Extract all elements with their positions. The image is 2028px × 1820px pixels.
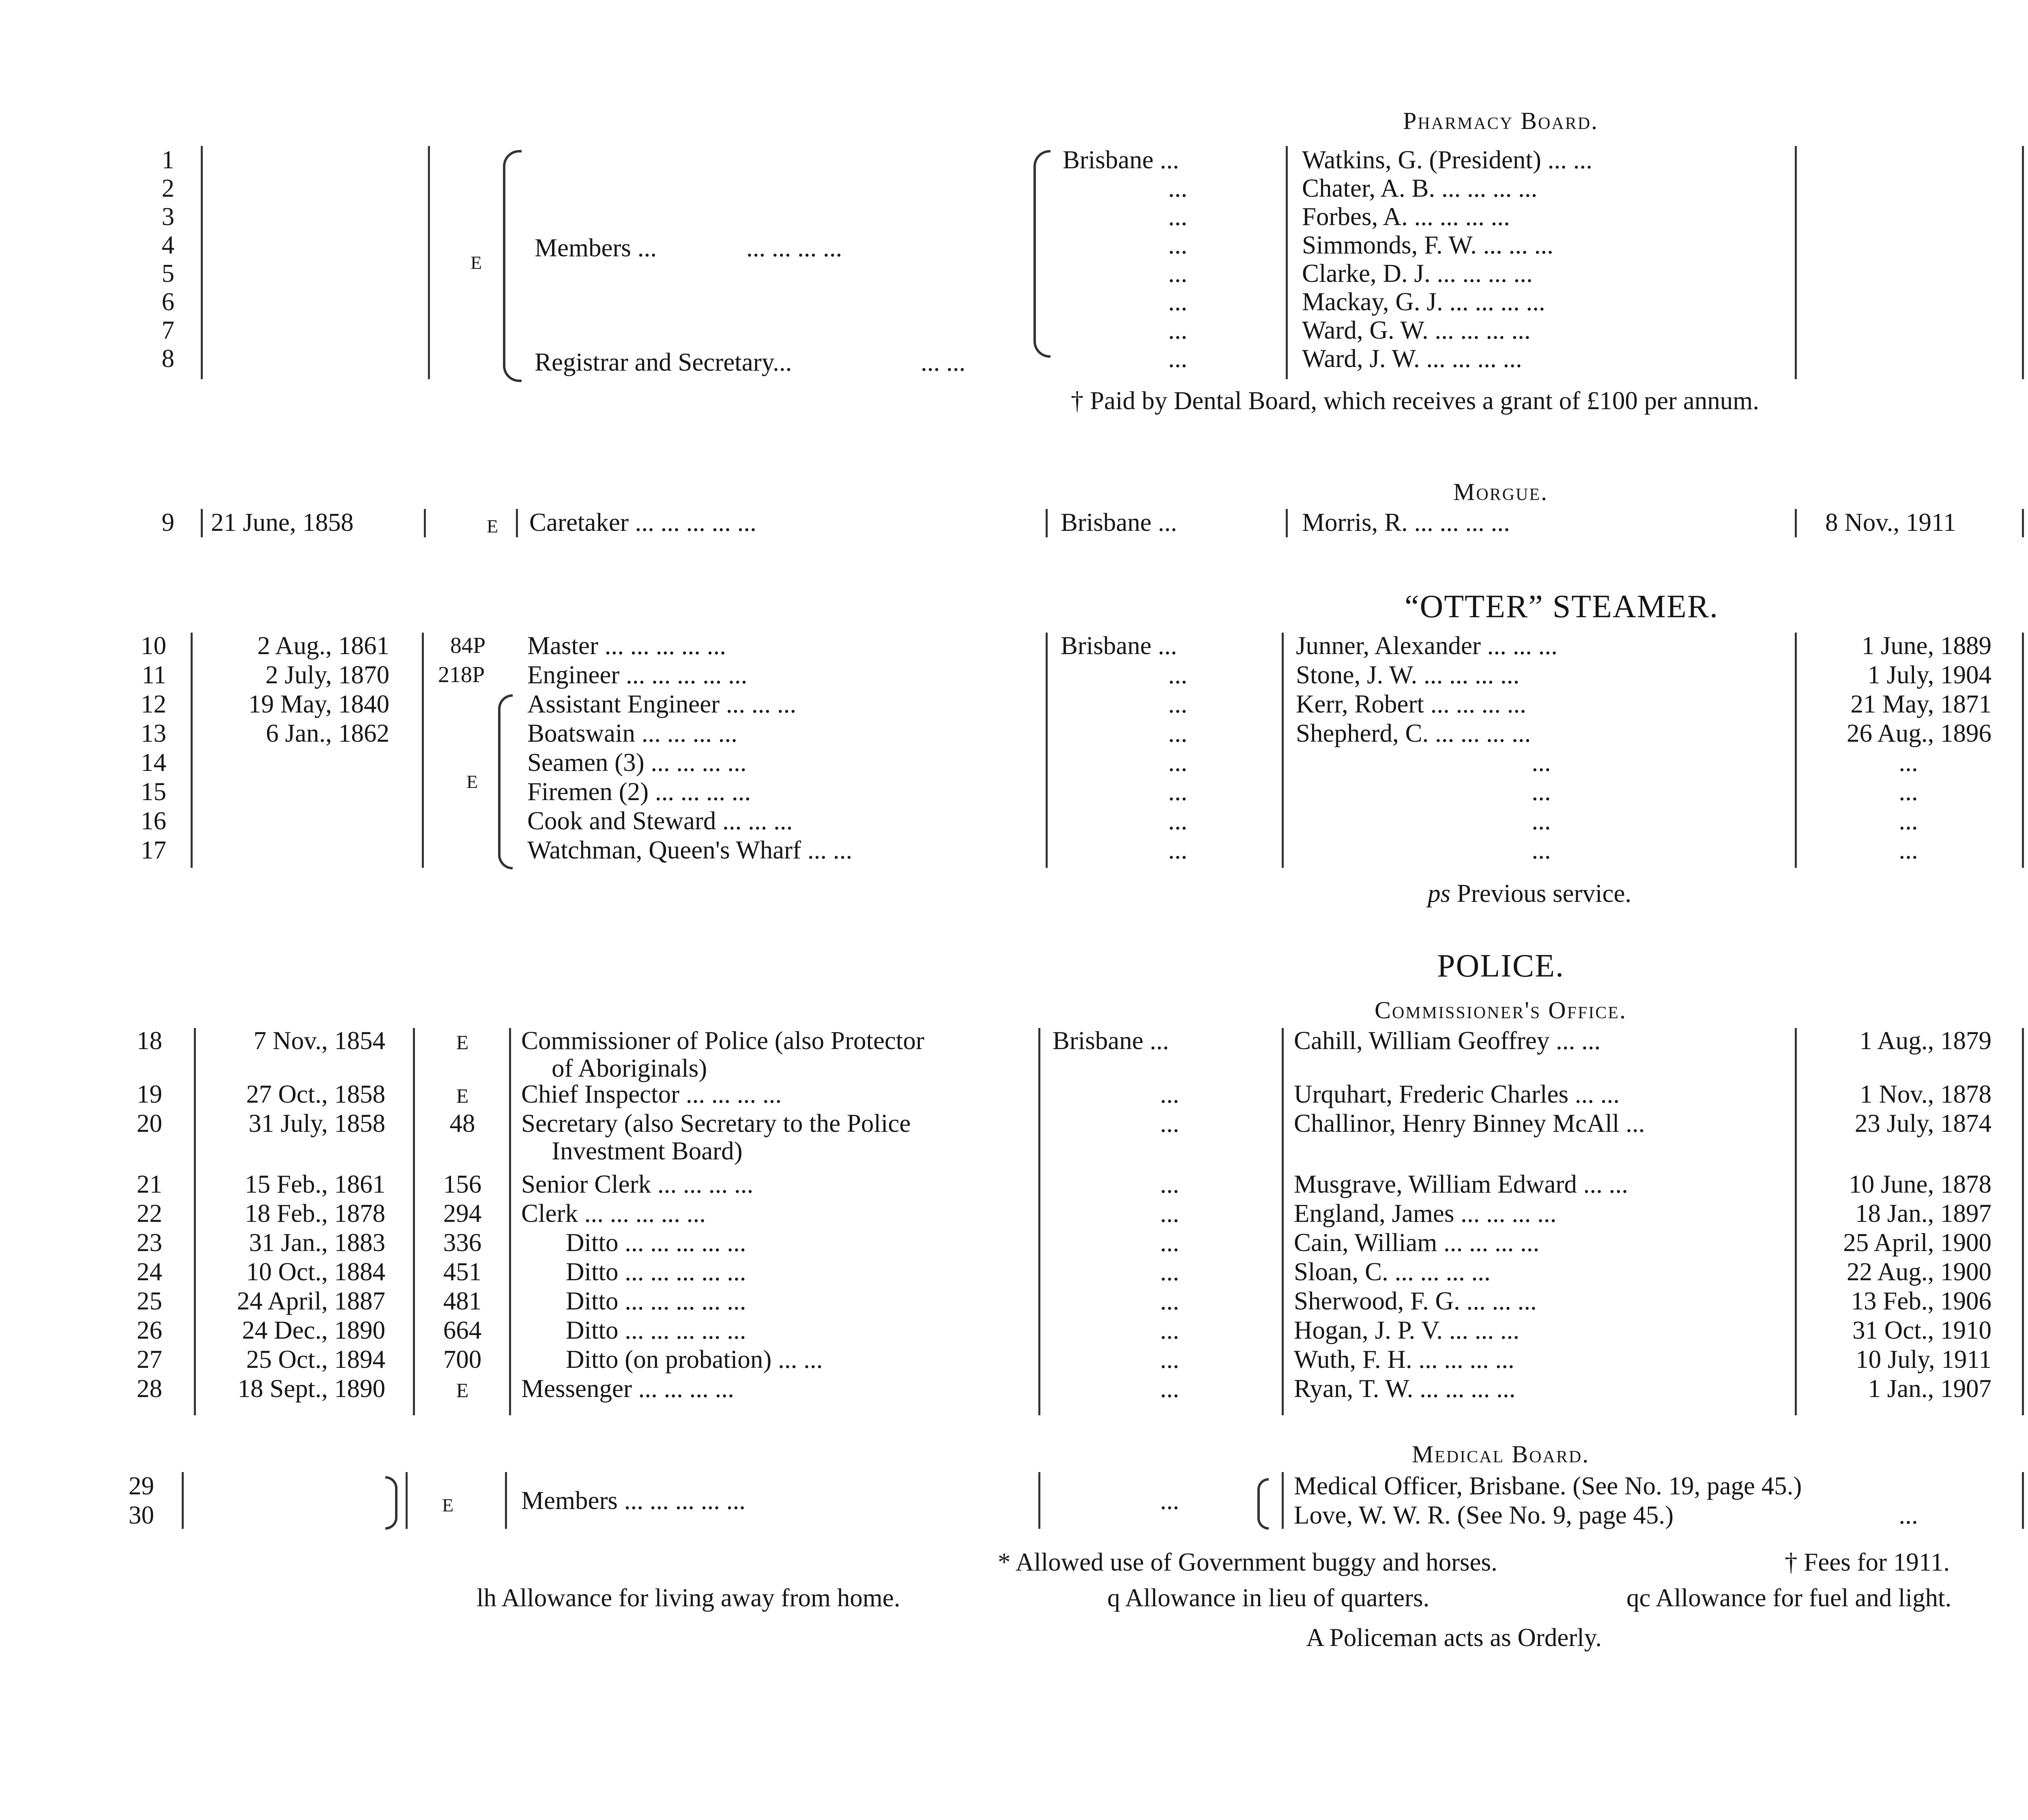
station: ...: [1160, 1080, 1179, 1108]
pharmacy-note: † Paid by Dental Board, which receives a grant of £100 per annum.: [1071, 386, 1759, 415]
office: Cook and Steward ... ... ...: [527, 807, 793, 835]
class-code: E: [487, 516, 498, 537]
office: Commissioner of Police (also Protector: [521, 1026, 924, 1055]
office: Clerk ... ... ... ... ...: [521, 1199, 706, 1228]
col-rule: [194, 1028, 196, 1415]
row-number: 27: [137, 1345, 162, 1374]
station: ...: [1168, 690, 1188, 718]
officer-name: Cahill, William Geoffrey ... ...: [1294, 1026, 1601, 1055]
row-number: 6: [161, 288, 174, 316]
record-code: 481: [443, 1287, 482, 1315]
officer-name: Stone, J. W. ... ... ... ...: [1296, 661, 1520, 689]
officer-name: Chater, A. B. ... ... ... ...: [1302, 174, 1538, 202]
first-appointment: ...: [1899, 836, 1918, 864]
station: ...: [1168, 231, 1188, 259]
station: ...: [1168, 661, 1188, 689]
station: ...: [1160, 1345, 1179, 1374]
first-appointment: 21 May, 1871: [1850, 690, 1991, 718]
officer-name: Shepherd, C. ... ... ... ...: [1296, 719, 1531, 747]
registrar-label: Registrar and Secretary...: [535, 348, 792, 376]
office: Watchman, Queen's Wharf ... ...: [527, 836, 853, 864]
station: ...: [1160, 1258, 1179, 1286]
station: ...: [1168, 719, 1188, 747]
officer-name: Challinor, Henry Binney McAll ...: [1294, 1109, 1645, 1138]
col-rule: [509, 1028, 511, 1415]
officer-name: Cain, William ... ... ... ...: [1294, 1228, 1540, 1257]
row-number: 7: [161, 316, 174, 344]
row-number: 21: [137, 1170, 162, 1198]
row-number: 15: [141, 777, 166, 806]
morgue-heading: Morgue.: [1453, 479, 1548, 505]
medical-heading: Medical Board.: [1411, 1441, 1590, 1468]
col-rule: [201, 146, 203, 379]
appointment-date: [2024, 1199, 2028, 1228]
officer-name: Simmonds, F. W. ... ... ...: [1302, 231, 1553, 259]
station: ...: [1168, 316, 1188, 344]
office: Ditto ... ... ... ... ...: [566, 1258, 746, 1286]
col-rule: [1282, 633, 1284, 868]
officer-name: Clarke, D. J. ... ... ... ...: [1302, 259, 1533, 288]
registrar-dots: ... ...: [921, 348, 966, 376]
note-code: ps: [1428, 879, 1451, 908]
members-label: Members ...: [535, 234, 657, 262]
first-appointment: 8 Nov., 1911: [1825, 508, 1956, 537]
appointment-date: [2024, 835, 2028, 865]
birth-date: 18 Feb., 1878: [245, 1199, 385, 1228]
station: ...: [1168, 836, 1188, 864]
first-appointment: 13 Feb., 1906: [1851, 1287, 1991, 1315]
row-number: 28: [137, 1374, 162, 1403]
officer-name: Morris, R. ... ... ... ...: [1302, 508, 1510, 537]
first-appointment: 31 Oct., 1910: [1852, 1316, 1991, 1344]
first-appointment: 1 Aug., 1879: [1859, 1026, 1991, 1055]
officer-name: Sloan, C. ... ... ... ...: [1294, 1258, 1491, 1286]
row-number: 3: [161, 202, 174, 231]
birth-date: 25 Oct., 1894: [246, 1345, 385, 1374]
row-number: 24: [137, 1258, 162, 1286]
col-rule: [2022, 509, 2024, 537]
office: Ditto ... ... ... ... ...: [566, 1316, 746, 1344]
row-number: 26: [137, 1316, 162, 1344]
office: Secretary (also Secretary to the Police: [521, 1109, 911, 1138]
station: ...: [1168, 259, 1188, 288]
pharmacy-heading: Pharmacy Board.: [1403, 107, 1599, 134]
row-number: 18: [137, 1026, 162, 1055]
members-dots: ... ... ... ...: [746, 234, 842, 262]
record-code: 451: [443, 1258, 482, 1286]
office: Ditto (on probation) ... ...: [566, 1345, 823, 1374]
office: Engineer ... ... ... ... ...: [527, 661, 748, 689]
otter-heading: “OTTER” STEAMER.: [1404, 589, 1719, 625]
footnote-q: q Allowance in lieu of quarters.: [1107, 1584, 1430, 1612]
birth-date: 24 April, 1887: [237, 1287, 385, 1315]
medical-name-brace: [1257, 1478, 1269, 1530]
appointment-date: [2024, 1316, 2028, 1345]
officer-name: ...: [1532, 807, 1551, 835]
record-code: 664: [443, 1316, 482, 1344]
station: ...: [1168, 748, 1188, 777]
col-rule: [201, 509, 203, 537]
appointment-date: [2024, 631, 2028, 660]
record-code: 700: [443, 1345, 482, 1374]
row-number: 19: [137, 1080, 162, 1108]
appointment-date: [2024, 1374, 2028, 1403]
first-appointment: 1 June, 1889: [1861, 631, 1991, 660]
col-rule: [413, 1028, 415, 1415]
officer-name: ...: [1532, 836, 1551, 864]
row-number: 12: [141, 690, 166, 718]
col-rule: [1795, 146, 1797, 379]
station: Brisbane ...: [1061, 508, 1177, 537]
station: ...: [1168, 174, 1188, 202]
office-continued: of Aboriginals): [552, 1054, 707, 1082]
first-appointment: 10 June, 1878: [1849, 1170, 1991, 1198]
appointment-date: [2024, 1345, 2028, 1374]
row-number: 17: [141, 836, 166, 864]
birth-date: 31 July, 1858: [248, 1109, 385, 1138]
record-code: E: [456, 1379, 469, 1401]
birth-date: 31 Jan., 1883: [249, 1228, 385, 1257]
col-rule: [406, 1472, 408, 1529]
office: Seamen (3) ... ... ... ...: [527, 748, 747, 777]
station: ...: [1160, 1228, 1179, 1257]
record-code: 218P: [438, 662, 485, 687]
appointment-date: [2024, 1026, 2028, 1055]
col-rule: [428, 146, 430, 379]
row-number: 13: [141, 719, 166, 747]
birth-date: 27 Oct., 1858: [246, 1080, 385, 1108]
station: ...: [1160, 1316, 1179, 1344]
row-number: 2: [161, 174, 174, 202]
appointment-date: [2024, 806, 2028, 835]
officer-name: Medical Officer, Brisbane. (See No. 19, page 45.): [1294, 1472, 1802, 1500]
appointment-date: [2024, 1080, 2028, 1109]
office: Chief Inspector ... ... ... ...: [521, 1080, 782, 1108]
row-number: 29: [129, 1472, 154, 1500]
officer-name: Ward, J. W. ... ... ... ...: [1302, 344, 1522, 373]
office-continued: Investment Board): [552, 1137, 743, 1165]
police-heading: POLICE.: [1437, 948, 1564, 984]
officer-name: Mackay, G. J. ... ... ... ...: [1302, 288, 1545, 316]
appointment-date: [2024, 689, 2028, 719]
officer-name: Urquhart, Frederic Charles ... ...: [1294, 1080, 1620, 1108]
row-number: 4: [161, 231, 174, 259]
birth-date: 10 Oct., 1884: [246, 1258, 385, 1286]
record-code: 336: [443, 1228, 482, 1257]
col-rule: [1282, 1028, 1284, 1415]
station: ...: [1160, 1199, 1179, 1228]
footnote-qc: qc Allowance for fuel and light.: [1626, 1584, 1952, 1612]
first-appointment: 1 Jan., 1907: [1868, 1374, 1991, 1403]
station: ...: [1168, 344, 1188, 373]
col-rule: [191, 633, 193, 868]
record-code: E: [456, 1031, 469, 1054]
appointment-date: [2024, 1257, 2028, 1286]
officer-name: Musgrave, William Edward ... ...: [1294, 1170, 1628, 1198]
col-rule: [422, 633, 424, 868]
station: ...: [1168, 202, 1188, 231]
first-appointment: ...: [1899, 1501, 1918, 1529]
office: Caretaker ... ... ... ... ...: [529, 508, 756, 537]
col-rule: [1286, 509, 1288, 537]
birth-date: 15 Feb., 1861: [245, 1170, 385, 1198]
officer-name: Wuth, F. H. ... ... ... ...: [1294, 1345, 1515, 1374]
station: ...: [1168, 777, 1188, 806]
station: ...: [1160, 1486, 1179, 1515]
first-appointment: ...: [1899, 777, 1918, 806]
crew-brace: [498, 694, 513, 869]
first-appointment: 22 Aug., 1900: [1846, 1258, 1991, 1286]
row-number: 14: [141, 748, 166, 777]
col-rule: [1795, 509, 1797, 537]
col-rule: [516, 509, 518, 537]
officer-name: England, James ... ... ... ...: [1294, 1199, 1557, 1228]
first-appointment: 10 July, 1911: [1856, 1345, 1991, 1374]
row-number: 10: [141, 631, 166, 660]
officer-name: ...: [1532, 777, 1551, 806]
station: Brisbane ...: [1053, 1026, 1169, 1055]
row-number: 16: [141, 807, 166, 835]
first-appointment: ...: [1899, 748, 1918, 777]
record-code: 84P: [450, 633, 486, 658]
row-number: 25: [137, 1287, 162, 1315]
class-code: E: [470, 252, 482, 273]
station: ...: [1160, 1374, 1179, 1403]
station: ...: [1160, 1287, 1179, 1315]
birth-date: 7 Nov., 1854: [254, 1026, 385, 1055]
col-rule: [1282, 1472, 1284, 1529]
first-appointment: 26 Aug., 1896: [1846, 719, 1991, 747]
members-brace: [503, 150, 522, 382]
members-label: Members ... ... ... ... ...: [521, 1486, 745, 1515]
row-number: 30: [129, 1501, 154, 1529]
officer-name: Forbes, A. ... ... ... ...: [1302, 202, 1510, 231]
office: Ditto ... ... ... ... ...: [566, 1228, 746, 1257]
row-number: 8: [161, 344, 174, 373]
officer-name: ...: [1532, 748, 1551, 777]
row-number: 5: [161, 259, 174, 288]
footnote-buggy: * Allowed use of Government buggy and horses.: [998, 1548, 1497, 1576]
office: Messenger ... ... ... ...: [521, 1374, 734, 1403]
record-code: 48: [449, 1109, 475, 1138]
birth-date: 21 June, 1858: [211, 508, 354, 537]
class-code: E: [466, 771, 478, 792]
birth-date: 24 Dec., 1890: [242, 1316, 385, 1344]
first-appointment: 1 Nov., 1878: [1860, 1080, 1991, 1108]
col-rule: [505, 1472, 507, 1529]
appointment-date: [2024, 1286, 2028, 1316]
row-number: 20: [137, 1109, 162, 1138]
first-appointment: 25 April, 1900: [1843, 1228, 1991, 1257]
col-rule: [182, 1472, 184, 1529]
first-appointment: 1 July, 1904: [1867, 661, 1991, 689]
station: ...: [1160, 1170, 1179, 1198]
officer-name: Junner, Alexander ... ... ...: [1296, 631, 1558, 660]
office: Master ... ... ... ... ...: [527, 631, 726, 660]
class-code: E: [442, 1495, 454, 1515]
station: Brisbane ...: [1063, 146, 1179, 174]
station: ...: [1168, 288, 1188, 316]
appointment-date: [2024, 1170, 2028, 1199]
col-rule: [2022, 146, 2024, 379]
officer-name: Kerr, Robert ... ... ... ...: [1296, 690, 1526, 718]
birth-date: 19 May, 1840: [248, 690, 389, 718]
police-subheading: Commissioner's Office.: [1375, 997, 1627, 1024]
first-appointment: 18 Jan., 1897: [1855, 1199, 1991, 1228]
first-appointment: ...: [1899, 807, 1918, 835]
station: Brisbane ...: [1061, 631, 1177, 660]
appointment-date: [2024, 1109, 2028, 1138]
record-code: 294: [443, 1199, 482, 1228]
row-number: 23: [137, 1228, 162, 1257]
row-number: 9: [161, 508, 174, 537]
otter-note: [1428, 879, 1631, 908]
office: Ditto ... ... ... ... ...: [566, 1287, 746, 1315]
row-number: 11: [142, 661, 166, 689]
office: Firemen (2) ... ... ... ...: [527, 777, 751, 806]
officer-name: Ryan, T. W. ... ... ... ...: [1294, 1374, 1516, 1403]
office: Senior Clerk ... ... ... ...: [521, 1170, 754, 1198]
station: ...: [1160, 1109, 1179, 1138]
row-number: 1: [161, 146, 174, 174]
row-number: 22: [137, 1199, 162, 1228]
col-rule: [1046, 509, 1048, 537]
officer-name: Hogan, J. P. V. ... ... ...: [1294, 1316, 1520, 1344]
birth-date: 6 Jan., 1862: [266, 719, 389, 747]
footnote-a: A Policeman acts as Orderly.: [1306, 1623, 1602, 1652]
station: ...: [1168, 807, 1188, 835]
col-rule: [1038, 1028, 1040, 1415]
appointment-date: [2024, 1500, 2028, 1530]
appointment-date: [2024, 1228, 2028, 1257]
office: Assistant Engineer ... ... ...: [527, 690, 797, 718]
appointment-date: [2024, 748, 2028, 777]
record-code: 156: [443, 1170, 482, 1198]
footnote-lh: lh Allowance for living away from home.: [477, 1584, 900, 1612]
station-brace: [1033, 150, 1051, 358]
officer-name: Sherwood, F. G. ... ... ...: [1294, 1287, 1537, 1315]
footnote-fees: † Fees for 1911.: [1785, 1548, 1950, 1576]
office: Boatswain ... ... ... ...: [527, 719, 737, 747]
appointment-date: [2024, 777, 2028, 806]
appointment-date: [2024, 660, 2028, 689]
col-rule: [1286, 146, 1288, 379]
note-text: Previous service.: [1457, 879, 1632, 908]
birth-date: 2 July, 1870: [265, 661, 389, 689]
officer-name: Ward, G. W. ... ... ... ...: [1302, 316, 1531, 344]
appointment-date: [2024, 719, 2028, 748]
medical-brace: [385, 1476, 397, 1530]
officer-name: Watkins, G. (President) ... ...: [1302, 146, 1592, 174]
record-code: E: [456, 1084, 469, 1107]
birth-date: 2 Aug., 1861: [257, 631, 389, 660]
first-appointment: 23 July, 1874: [1854, 1109, 1991, 1138]
col-rule: [1038, 1472, 1040, 1529]
col-rule: [1046, 633, 1048, 868]
officer-name: Love, W. W. R. (See No. 9, page 45.): [1294, 1501, 1674, 1529]
col-rule: [424, 509, 426, 537]
birth-date: 18 Sept., 1890: [237, 1374, 385, 1403]
appointment-date: [2024, 1471, 2028, 1500]
